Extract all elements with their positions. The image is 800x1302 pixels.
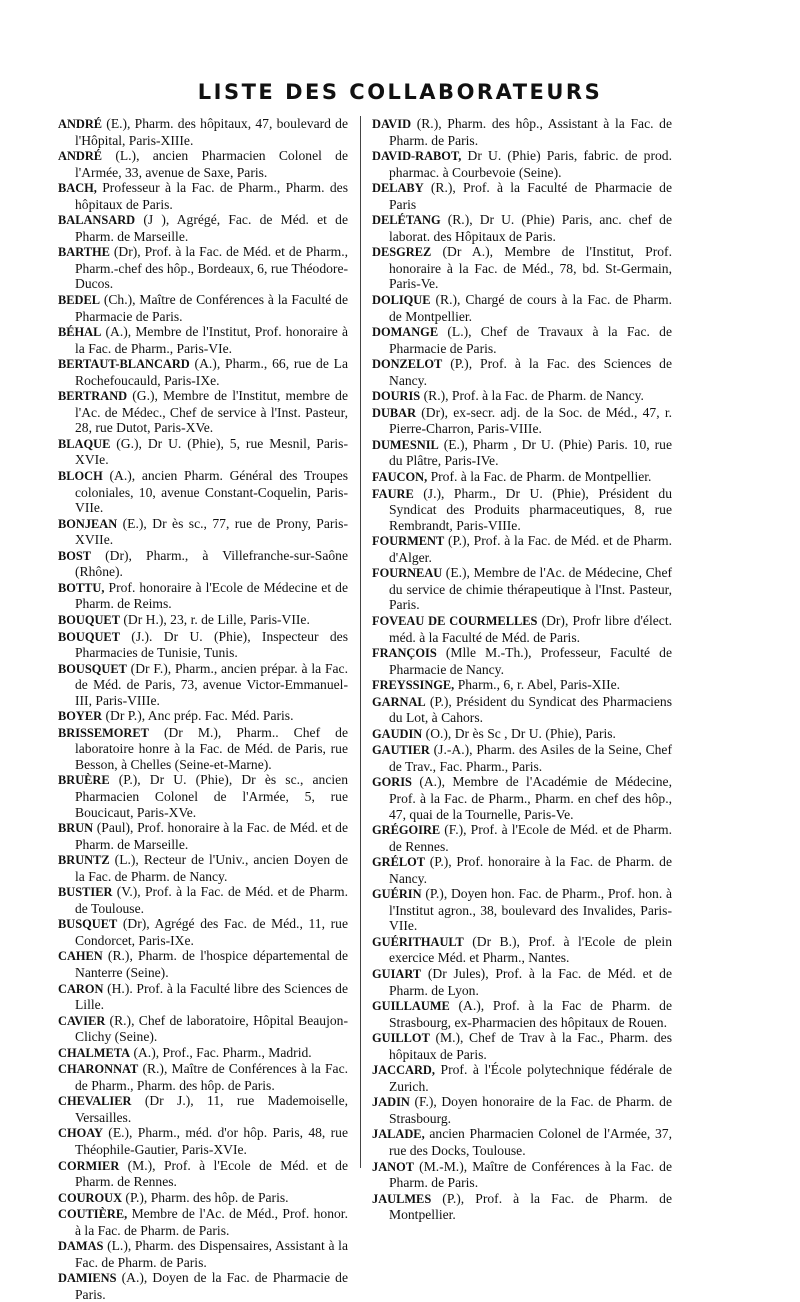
contributor-details: (P.), Prof. honoraire à la Fac. de Pharm. de Nancy. bbox=[389, 854, 672, 886]
contributor-details: Professeur à la Fac. de Pharm., Pharm. des hôpitaux de Paris. bbox=[75, 180, 348, 212]
contributor-entry bbox=[58, 708, 348, 725]
contributor-name: FOURNEAU bbox=[372, 566, 443, 581]
contributor-name: BRISSEMORET bbox=[58, 725, 149, 740]
contributor-entry bbox=[58, 948, 348, 980]
contributor-entry bbox=[58, 1125, 348, 1157]
contributor-name: DONZELOT bbox=[372, 357, 443, 372]
contributor-details: (P.), Prof. à la Fac. de Pharm. de Montpellier. bbox=[389, 1190, 672, 1223]
contributor-name: DOMANGE bbox=[372, 325, 439, 340]
contributor-entry bbox=[58, 580, 348, 612]
contributor-details: (M.), Chef de Trav à la Fac., Pharm. des hôpitaux de Paris. bbox=[389, 1030, 672, 1062]
contributor-name: ANDRÉ bbox=[58, 117, 103, 131]
contributor-entry bbox=[372, 533, 672, 565]
contributor-entry bbox=[58, 1093, 348, 1125]
contributor-name: GRÉGOIRE bbox=[372, 823, 441, 838]
contributor-name: BACH, bbox=[58, 181, 97, 196]
contributor-details: (Dr), Agrégé des Fac. de Méd., 11, rue Condorcet, Paris-IXe. bbox=[75, 916, 348, 948]
contributor-name: DAMAS bbox=[58, 1239, 104, 1254]
contributor-entry bbox=[372, 405, 672, 437]
contributor-entry bbox=[372, 1159, 672, 1191]
contributor-entry bbox=[372, 244, 672, 292]
contributor-details: (L.), Chef de Travaux à la Fac. de Pharmacie de Paris. bbox=[389, 324, 672, 356]
contributor-details: (F.), Prof. à l'Ecole de Méd. et de Pharm. de Rennes. bbox=[389, 822, 672, 854]
contributor-name: CHARONNAT bbox=[58, 1062, 139, 1077]
contributor-details: (R.), Prof. à la Faculté de Pharmacie de Paris bbox=[389, 180, 672, 212]
contributor-entry bbox=[58, 436, 348, 468]
contributor-entry bbox=[58, 1206, 348, 1238]
contributor-details: (M.-M.), Maître de Conférences à la Fac. de Pharm. de Paris. bbox=[389, 1158, 672, 1191]
contributor-entry bbox=[58, 244, 348, 292]
contributor-name: DAVID-RABOT, bbox=[372, 149, 462, 164]
contributor-entry bbox=[58, 820, 348, 852]
contributor-entry bbox=[58, 725, 348, 773]
contributor-name: BRUN bbox=[58, 821, 94, 836]
contributor-details: Membre de l'Ac. de Méd., Prof. honor. à la Fac. de Pharm. de Paris. bbox=[75, 1206, 348, 1238]
contributor-name: GUÉRITHAULT bbox=[372, 934, 464, 949]
left-column bbox=[58, 116, 348, 1302]
contributor-entry bbox=[372, 565, 672, 613]
contributor-details: (G.), Membre de l'Institut, membre de l'Ac. de Médec., Chef de service à l'Inst. Pasteur, 28, rue Dutot, Paris-XVe. bbox=[75, 388, 348, 436]
contributor-name: DAMIENS bbox=[58, 1271, 117, 1286]
contributor-name: BLAQUE bbox=[58, 436, 111, 451]
contributor-entry bbox=[58, 772, 348, 820]
contributor-entry bbox=[58, 1238, 348, 1270]
contributor-entry bbox=[58, 148, 348, 180]
contributor-name: ANDRÉ bbox=[58, 149, 103, 164]
contributor-entry bbox=[372, 486, 672, 534]
contributor-details: (Dr), Pharm., à Villefranche-sur-Saône (Rhône). bbox=[75, 547, 348, 580]
contributor-name: BUSQUET bbox=[58, 917, 118, 932]
contributor-details: (Dr), Profr libre d'élect. méd. à la Faculté de Méd. de Paris. bbox=[389, 612, 672, 645]
contributor-entry bbox=[58, 1045, 348, 1062]
contributor-name: BOUQUET bbox=[58, 629, 120, 644]
contributor-details: (Dr P.), Anc prép. Fac. Méd. Paris. bbox=[102, 708, 294, 724]
contributor-details: (Dr B.), Prof. à l'Ecole de plein exercice Méd. et Pharm., Nantes. bbox=[389, 933, 672, 966]
contributor-details: (Dr), Prof. à la Fac. de Méd. et de Pharm., Pharm.-chef des hôp., Bordeaux, 6, rue Théodore-Ducos. bbox=[75, 244, 348, 292]
contributor-details: (P.), Président du Syndicat des Pharmaciens du Lot, à Cahors. bbox=[389, 693, 672, 726]
contributor-name: BONJEAN bbox=[58, 516, 118, 531]
contributor-entry bbox=[372, 388, 672, 405]
contributor-name: COUROUX bbox=[58, 1190, 123, 1205]
contributor-details: (R.), Chargé de cours à la Fac. de Pharm. de Montpellier. bbox=[389, 292, 672, 324]
contributor-details: (A.), Pharm., 66, rue de La Rochefoucauld, Paris-IXe. bbox=[75, 356, 348, 388]
contributor-details: Prof. à la Fac. de Pharm. de Montpellier. bbox=[427, 469, 652, 485]
contributor-name: DELÉTANG bbox=[372, 213, 441, 228]
contributor-name: DESGREZ bbox=[372, 245, 432, 260]
contributor-entry bbox=[58, 1158, 348, 1190]
contributor-details: Prof. à l'École polytechnique fédérale de Zurich. bbox=[389, 1062, 672, 1094]
contributor-details: (J.), Pharm., Dr U. (Phie), Président du Syndicat des Produits pharmaceutiques, 8, rue Rembrandt, Paris-VIIIe. bbox=[389, 485, 672, 533]
contributor-details: (L.), ancien Pharmacien Colonel de l'Armée, 33, avenue de Saxe, Paris. bbox=[75, 148, 348, 180]
contributor-name: GUILLOT bbox=[372, 1031, 430, 1046]
contributor-details: (Dr M.), Pharm.. Chef de laboratoire honre à la Fac. de Méd. de Paris, rue Besson, à Chelles (Seine-et-Marne). bbox=[75, 724, 348, 772]
contributor-entry bbox=[372, 854, 672, 886]
contributor-name: GAUDIN bbox=[372, 726, 423, 741]
contributor-name: BARTHE bbox=[58, 245, 110, 260]
contributor-name: DAVID bbox=[372, 117, 412, 131]
contributor-entry bbox=[372, 966, 672, 998]
contributor-name: JACCARD, bbox=[372, 1063, 435, 1078]
contributor-name: DUBAR bbox=[372, 405, 417, 420]
contributor-details: (V.), Prof. à la Fac. de Méd. et de Pharm. de Toulouse. bbox=[75, 884, 348, 916]
contributor-details: (F.), Doyen honoraire de la Fac. de Pharm. de Strasbourg. bbox=[389, 1094, 672, 1126]
contributor-details: (E.), Pharm., méd. d'or hôp. Paris, 48, rue Théophile-Gautier, Paris-XVIe. bbox=[75, 1125, 348, 1157]
contributor-name: GUÉRIN bbox=[372, 887, 422, 902]
contributor-entry bbox=[372, 356, 672, 388]
contributor-entry bbox=[58, 548, 348, 580]
contributor-details: (O.), Dr ès Sc , Dr U. (Phie), Paris. bbox=[422, 725, 616, 741]
contributor-name: BÉHAL bbox=[58, 325, 102, 340]
contributor-details: (A.), Doyen de la Fac. de Pharmacie de Paris. bbox=[75, 1270, 348, 1302]
contributor-entry bbox=[58, 116, 348, 148]
contributor-details: (P.), Dr U. (Phie), Dr ès sc., ancien Pharmacien Colonel de l'Armée, 5, rue Boucicaut, Paris-XVe. bbox=[75, 772, 348, 820]
contributor-name: CARON bbox=[58, 981, 104, 996]
contributor-name: FAUCON, bbox=[372, 470, 428, 485]
contributor-details: (H.). Prof. à la Faculté libre des Sciences de Lille. bbox=[75, 980, 348, 1013]
contributor-name: GORIS bbox=[372, 775, 412, 790]
contributor-details: (J.-A.), Pharm. des Asiles de la Seine, Chef de Trav., Fac. Pharm., Paris. bbox=[389, 742, 672, 774]
contributor-name: BOST bbox=[58, 548, 92, 563]
contributor-details: (E.), Dr ès sc., 77, rue de Prony, Paris-XVIIe. bbox=[75, 515, 348, 548]
contributor-name: JADIN bbox=[372, 1095, 410, 1110]
contributor-details: (Dr Jules), Prof. à la Fac. de Méd. et de Pharm. de Lyon. bbox=[389, 965, 672, 998]
contributor-entry bbox=[372, 1030, 672, 1062]
contributor-name: GUIART bbox=[372, 966, 422, 981]
contributor-entry bbox=[58, 629, 348, 661]
contributor-entry bbox=[58, 981, 348, 1013]
contributor-name: JAULMES bbox=[372, 1191, 432, 1206]
contributor-entry bbox=[58, 852, 348, 884]
contributor-entry bbox=[58, 916, 348, 948]
contributor-details: (A.), Membre de l'Institut, Prof. honoraire à la Fac. de Pharm., Paris-VIe. bbox=[75, 324, 348, 356]
contributor-entry bbox=[58, 212, 348, 244]
contributor-details: (G.), Dr U. (Phie), 5, rue Mesnil, Paris-XVIe. bbox=[75, 435, 348, 468]
contributor-entry bbox=[372, 998, 672, 1030]
contributor-details: (R.), Prof. à la Fac. de Pharm. de Nancy. bbox=[420, 388, 644, 404]
contributor-name: CAHEN bbox=[58, 949, 103, 964]
contributor-entry bbox=[372, 677, 672, 694]
contributor-details: Pharm., 6, r. Abel, Paris-XIIe. bbox=[454, 677, 621, 693]
contributor-entry bbox=[58, 1270, 348, 1302]
contributor-name: DOURIS bbox=[372, 389, 421, 404]
contributor-entry bbox=[372, 1191, 672, 1223]
contributor-name: DUMESNIL bbox=[372, 437, 439, 452]
contributor-details: (Dr), ex-secr. adj. de la Soc. de Méd., 47, r. Pierre-Charron, Paris-VIIIe. bbox=[389, 404, 672, 437]
contributor-details: (A.), Membre de l'Académie de Médecine, Prof. à la Fac. de Pharm., Pharm. en chef des hôp., 47, quai de la Tournelle, Paris-Ve. bbox=[389, 774, 672, 822]
contributor-entry bbox=[58, 468, 348, 516]
contributor-details: (P.), Prof. à la Fac. des Sciences de Nancy. bbox=[389, 356, 672, 388]
contributor-entry bbox=[372, 822, 672, 854]
contributor-details: Prof. honoraire à l'Ecole de Médecine et de Pharm. de Reims. bbox=[75, 579, 348, 612]
contributor-name: BOYER bbox=[58, 709, 103, 724]
contributor-details: (R.), Pharm. des hôp., Assistant à la Fac. de Pharm. de Paris. bbox=[389, 116, 672, 148]
contributor-details: ancien Pharmacien Colonel de l'Armée, 37, rue des Docks, Toulouse. bbox=[389, 1126, 672, 1158]
contributor-details: (R.), Pharm. de l'hospice départemental de Nanterre (Seine). bbox=[75, 948, 348, 980]
contributor-name: CHEVALIER bbox=[58, 1094, 132, 1109]
contributor-name: DELABY bbox=[372, 181, 424, 196]
contributor-entry bbox=[58, 516, 348, 548]
contributor-entry bbox=[372, 645, 672, 677]
contributor-details: (J ), Agrégé, Fac. de Méd. et de Pharm. de Marseille. bbox=[75, 212, 348, 244]
contributor-name: BOUQUET bbox=[58, 612, 120, 627]
contributor-name: CHOAY bbox=[58, 1126, 103, 1141]
contributor-details: (M.), Prof. à l'Ecole de Méd. et de Pharm. de Rennes. bbox=[75, 1157, 348, 1190]
contributor-entry bbox=[372, 1094, 672, 1126]
contributor-entry bbox=[372, 1126, 672, 1158]
contributor-entry bbox=[372, 774, 672, 822]
contributor-entry bbox=[58, 356, 348, 388]
contributor-name: JANOT bbox=[372, 1159, 414, 1174]
contributor-name: BRUNTZ bbox=[58, 853, 110, 868]
page-title: LISTE DES COLLABORATEURS bbox=[197, 80, 603, 104]
contributor-entry bbox=[58, 292, 348, 324]
contributor-details: (Dr F.), Pharm., ancien prépar. à la Fac. de Méd. de Paris, 73, avenue Victor-Emmanuel-III, Paris-VIIIe. bbox=[75, 660, 348, 708]
contributor-name: BALANSARD bbox=[58, 213, 136, 228]
contributor-entry bbox=[58, 324, 348, 356]
contributor-entry bbox=[58, 661, 348, 709]
contributor-name: BERTAUT-BLANCARD bbox=[58, 357, 190, 372]
contributor-details: (E.), Membre de l'Ac. de Médecine, Chef du service de chimie thérapeutique à l'Inst. Pasteur, Paris. bbox=[389, 565, 672, 613]
contributor-name: BERTRAND bbox=[58, 389, 128, 404]
contributor-details: (A.), Prof. à la Fac de Pharm. de Strasbourg, ex-Pharmacien des hôpitaux de Rouen. bbox=[389, 998, 672, 1030]
right-column bbox=[372, 116, 672, 1223]
contributor-name: GAUTIER bbox=[372, 743, 430, 758]
contributor-details: (Dr J.), 11, rue Mademoiselle, Versailles. bbox=[75, 1093, 348, 1125]
contributor-name: CAVIER bbox=[58, 1013, 106, 1028]
contributor-details: (Dr H.), 23, r. de Lille, Paris-VIIe. bbox=[119, 611, 310, 627]
contributor-entry bbox=[372, 469, 672, 486]
contributor-name: GUILLAUME bbox=[372, 999, 450, 1014]
contributor-details: (J.). Dr U. (Phie), Inspecteur des Pharmacies de Tunisie, Tunis. bbox=[75, 628, 348, 661]
contributor-details: (P.), Doyen hon. Fac. de Pharm., Prof. hon. à l'Institut agron., 38, boulevard des Invalides, Paris-VIIe. bbox=[389, 886, 672, 934]
contributor-entry bbox=[58, 180, 348, 212]
contributor-entry bbox=[372, 180, 672, 212]
contributor-entry bbox=[372, 292, 672, 324]
contributor-details: (A.), ancien Pharm. Général des Troupes coloniales, 10, avenue Constant-Coquelin, Paris-VIIe. bbox=[75, 468, 348, 516]
contributor-name: BRUÈRE bbox=[58, 773, 110, 788]
contributor-entry bbox=[372, 1062, 672, 1094]
contributor-details: (Paul), Prof. honoraire à la Fac. de Méd. et de Pharm. de Marseille. bbox=[75, 820, 348, 852]
contributor-name: BLOCH bbox=[58, 469, 103, 484]
contributor-entry bbox=[58, 1061, 348, 1093]
contributor-details: (Ch.), Maître de Conférences à la Faculté de Pharmacie de Paris. bbox=[75, 292, 348, 324]
contributor-details: (E.), Pharm , Dr U. (Phie) Paris. 10, rue du Plâtre, Paris-IVe. bbox=[389, 436, 672, 469]
contributor-name: BEDEL bbox=[58, 293, 101, 308]
contributor-details: (E.), Pharm. des hôpitaux, 47, boulevard de l'Hôpital, Paris-XIIIe. bbox=[75, 116, 348, 148]
contributor-name: BUSTIER bbox=[58, 885, 113, 900]
column-divider bbox=[360, 116, 361, 1168]
contributor-entry bbox=[372, 934, 672, 966]
contributor-name: CORMIER bbox=[58, 1158, 120, 1173]
contributor-name: COUTIÈRE, bbox=[58, 1207, 128, 1222]
contributor-name: BOTTU, bbox=[58, 580, 105, 595]
contributor-entry bbox=[372, 148, 672, 180]
contributor-details: (R.), Chef de laboratoire, Hôpital Beaujon-Clichy (Seine). bbox=[75, 1012, 348, 1045]
contributor-entry bbox=[58, 612, 348, 629]
contributor-details: (P.), Pharm. des hôp. de Paris. bbox=[122, 1189, 289, 1205]
contributor-entry bbox=[372, 212, 672, 244]
contributor-name: FREYSSINGE, bbox=[372, 678, 455, 693]
contributor-details: (R.), Maître de Conférences à la Fac. de Pharm., Pharm. des hôp. de Paris. bbox=[75, 1061, 348, 1093]
contributor-details: (Dr A.), Membre de l'Institut, Prof. honoraire à la Fac. de Méd., 78, bd. St-Germain, Paris-Ve. bbox=[389, 244, 672, 292]
contributor-details: (A.), Prof., Fac. Pharm., Madrid. bbox=[130, 1044, 312, 1060]
contributor-entry bbox=[372, 613, 672, 645]
contributor-name: FRANÇOIS bbox=[372, 646, 437, 661]
contributor-details: (L.), Recteur de l'Univ., ancien Doyen de la Fac. de Pharm. de Nancy. bbox=[75, 852, 348, 884]
contributor-name: GRÉLOT bbox=[372, 855, 426, 870]
contributor-details: (R.), Dr U. (Phie) Paris, anc. chef de laborat. des Hôpitaux de Paris. bbox=[389, 212, 672, 244]
contributor-entry bbox=[58, 884, 348, 916]
contributor-name: DOLIQUE bbox=[372, 293, 431, 308]
contributor-entry bbox=[372, 726, 672, 743]
contributor-name: FAURE bbox=[372, 486, 414, 501]
contributor-entry bbox=[372, 116, 672, 148]
contributor-details: (Mlle M.-Th.), Professeur, Faculté de Pharmacie de Nancy. bbox=[389, 645, 672, 677]
contributor-entry bbox=[372, 742, 672, 774]
contributor-details: (L.), Pharm. des Dispensaires, Assistant à la Fac. de Pharm. de Paris. bbox=[75, 1238, 348, 1270]
contributor-name: CHALMETA bbox=[58, 1045, 131, 1060]
contributor-entry bbox=[58, 388, 348, 436]
contributor-name: GARNAL bbox=[372, 694, 426, 709]
contributor-entry bbox=[372, 324, 672, 356]
contributor-name: JALADE, bbox=[372, 1127, 425, 1142]
contributor-entry bbox=[58, 1190, 348, 1207]
contributor-name: FOVEAU DE COURMELLES bbox=[372, 613, 538, 628]
contributor-entry bbox=[372, 886, 672, 934]
contributor-details: (P.), Prof. à la Fac. de Méd. et de Pharm. d'Alger. bbox=[389, 533, 672, 565]
contributor-entry bbox=[372, 437, 672, 469]
contributor-name: BOUSQUET bbox=[58, 661, 127, 676]
contributor-name: FOURMENT bbox=[372, 534, 445, 549]
contributor-entry bbox=[58, 1013, 348, 1045]
contributor-entry bbox=[372, 694, 672, 726]
contributor-details: Dr U. (Phie) Paris, fabric. de prod. pharmac. à Courbevoie (Seine). bbox=[389, 148, 672, 180]
